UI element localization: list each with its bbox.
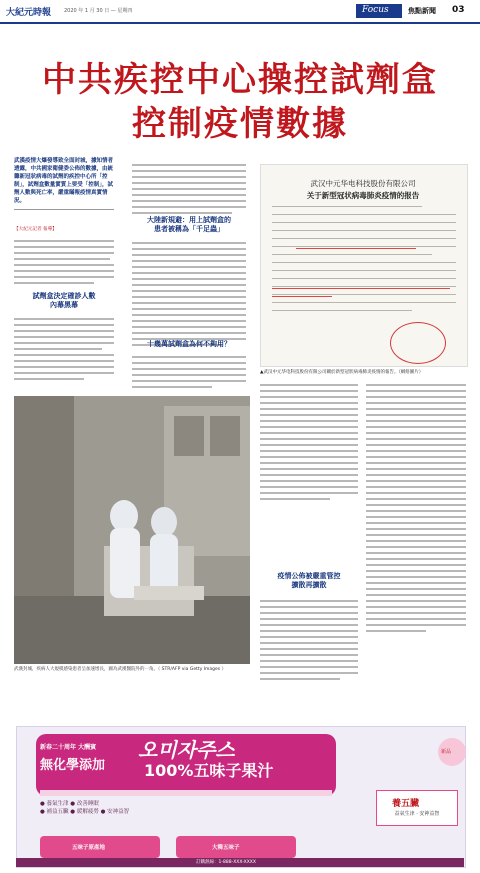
newspaper-logo: 大紀元時報 <box>6 8 52 18</box>
company-seal <box>390 322 446 364</box>
report-highlight-underline <box>296 248 416 249</box>
report-text-line <box>272 246 456 247</box>
report-text-line <box>272 286 456 287</box>
ad-panel-2-label: 大韓五味子 <box>212 845 240 851</box>
report-company-name: 武汉中元华电科技股份有限公司 <box>310 179 416 188</box>
column-1-text <box>14 236 114 284</box>
report-text-line <box>272 238 456 239</box>
column-4-text <box>366 380 466 632</box>
ad-panel-1-label: 五味子原產地 <box>72 845 106 851</box>
report-text-line <box>272 310 412 311</box>
lead-paragraph: 武漢疫情大爆發導致全面封城，據知情者透露，中共國家衛健委公佈的數據，由統籌新冠狀病毒的試劑的疾控中心所「控制」，試劑盒數量實質上要受「控制」，試劑人數與死亡率，嚴重瞞報疫情真實情況。 <box>14 157 114 210</box>
focus-label: Focus <box>362 5 389 15</box>
ad-bullet: ● 補益五臟 ● 緩解疲勞 ● 安神益智 <box>40 809 130 815</box>
ad-headline: 100%五味子果汁 <box>144 761 274 780</box>
page-number: 03 <box>452 5 465 15</box>
ad-promo-line: 新春二十周年 大酬賓 <box>40 744 97 751</box>
masthead-rule <box>0 22 480 24</box>
report-text-line <box>272 222 456 223</box>
report-text-line <box>272 254 432 255</box>
column-3-text <box>260 380 358 500</box>
byline: 【大紀元記者 報導】 <box>14 227 57 232</box>
column-2-text <box>132 160 246 214</box>
report-text-line <box>272 206 422 207</box>
hospital-photo <box>14 396 250 664</box>
report-highlight-underline <box>272 288 450 289</box>
ad-bullet: ● 養氣生津 ● 改善睡眠 <box>40 801 99 807</box>
subhead-1: 試劑盒決定確診人數 內幕黑幕 <box>32 292 96 309</box>
ad-promo-title: 無化學添加 <box>40 758 106 773</box>
report-title: 关于新型冠状病毒肺炎疫情的报告 <box>306 191 420 200</box>
report-text-line <box>272 230 456 231</box>
subhead-2: 大陸新規避：用上試劑盒的 患者被稱為「千足蟲」 <box>147 216 231 233</box>
headline-line-2: 控制疫情數據 <box>132 104 348 144</box>
column-2-text-b <box>132 238 246 346</box>
section-label: 焦點新聞 <box>408 7 436 15</box>
report-highlight-underline <box>272 296 332 297</box>
ad-sticker-label: 新品 <box>441 749 452 755</box>
column-3-text-b <box>260 596 358 680</box>
column-1-text-b <box>14 314 114 380</box>
issue-date: 2020 年 1 月 30 日 — 星期四 <box>64 8 133 14</box>
photo-caption: 武漢封城，疾病人大規模感染患者呈加速增長，圖為武漢醫院外的一角。（ STR/AFP via Getty Images ） <box>14 667 227 672</box>
report-text-line <box>272 214 456 215</box>
headline-line-1: 中共疾控中心操控試劑盒 <box>42 60 438 100</box>
ad-product-subtitle: 益氣生津 · 安神益智 <box>394 811 440 817</box>
ad-footer-text: 訂購熱線：1-888-XXX-XXXX <box>196 860 256 865</box>
report-text-line <box>272 278 456 279</box>
photo-illustration <box>14 396 250 664</box>
ad-product-title: 養五臟 <box>392 799 420 809</box>
ad-band <box>40 790 332 796</box>
report-text-line <box>272 262 456 263</box>
subhead-3: 十幾萬試劑盒為何不夠用？ <box>147 340 231 348</box>
ad-bullets <box>40 800 260 816</box>
ad-brand: 오미자주스 <box>138 738 235 762</box>
subhead-4: 疫情公佈被嚴重管控 擴散再擴散 <box>277 572 341 589</box>
report-text-line <box>272 302 456 303</box>
report-text-line <box>272 294 456 295</box>
report-text-line <box>272 270 456 271</box>
column-2-text-c <box>132 352 246 388</box>
report-caption: ▲武汉中元华电科技股份有限公司關於新型冠狀病毒肺炎疫情的報告。（網絡圖片） <box>260 370 424 375</box>
